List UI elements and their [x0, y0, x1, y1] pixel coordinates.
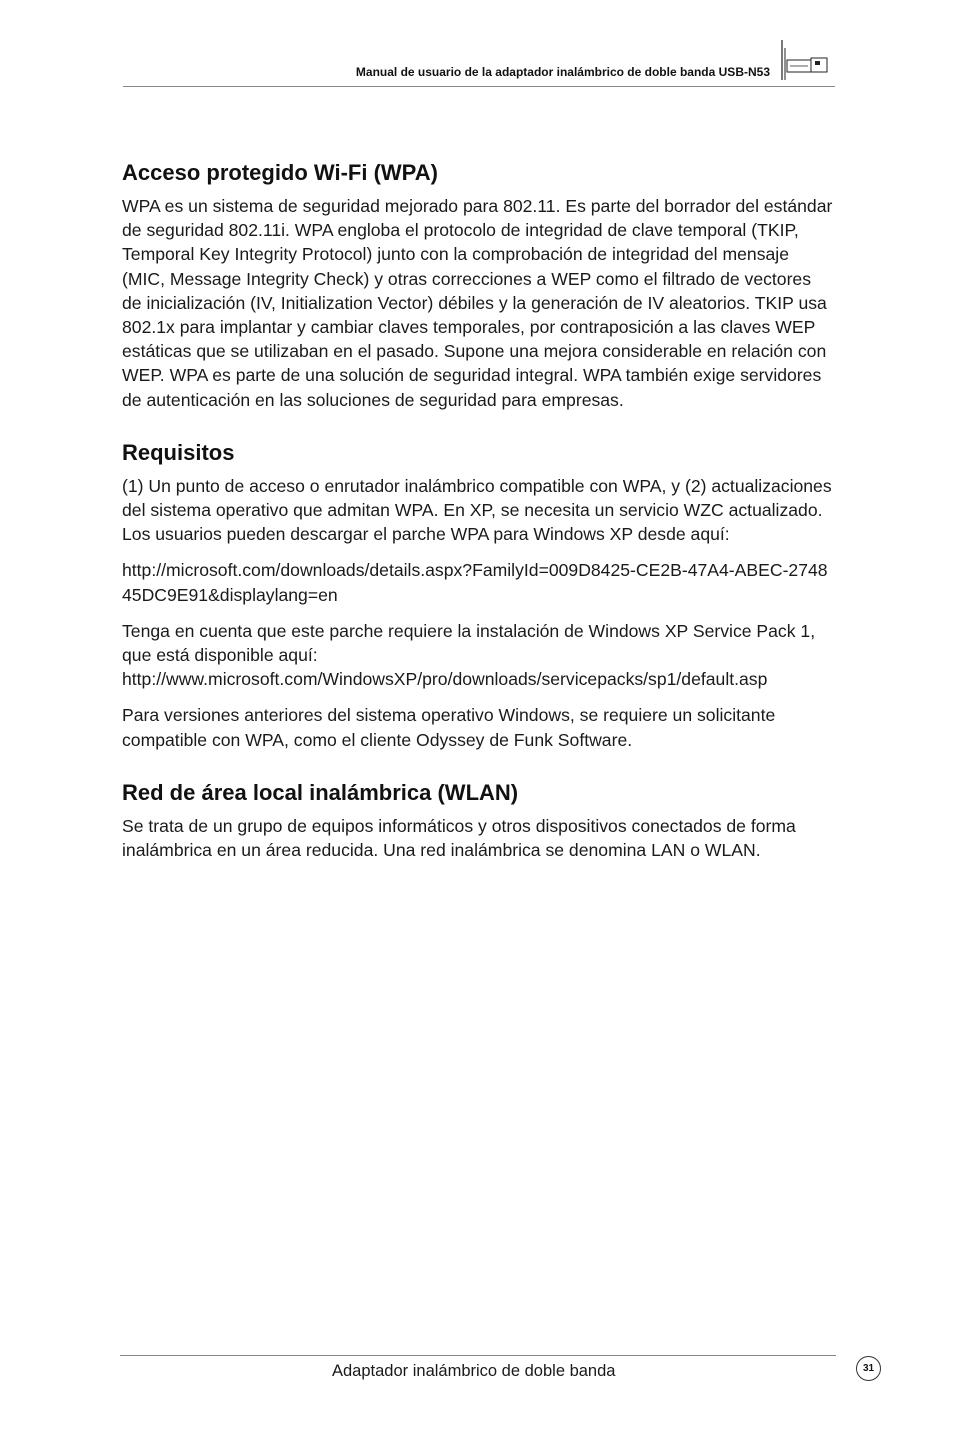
header-divider [123, 86, 835, 87]
download-url: http://microsoft.com/downloads/details.aspx?FamilyId=009D8425-CE2B-47A4-ABEC-274845DC9E91&displaylang=en [122, 560, 828, 605]
body-paragraph: Se trata de un grupo de equipos informáticos y otros dispositivos conectados de forma inalámbrica en un área reducida. Una red inalámbrica se denomina LAN o WLAN. [122, 815, 796, 861]
body-paragraph: WPA es un sistema de seguridad mejorado para 802.11. Es parte del borrador del estándar de seguridad 802.11i. WPA engloba el protocolo de integridad de clave temporal (TKIP, Temporal Key Integrity Protocol) junto con la comprobación de integridad del mensaje (MIC, Message Integrity Check) y otras correcciones a WEP como el filtrado de vectores de inicialización (IV, Initialization Vector) débiles y la generación de IV aleatorios. TKIP usa 802.1x para implantar y cambiar claves temporales, por contraposición a las claves WEP estáticas que se utilizaban en el pasado. Supone una mejora considerable en relación con WEP. WPA es parte de una solución de seguridad integral. WPA también exige servidores de autenticación en las soluciones de seguridad para empresas. [122, 196, 833, 410]
body-paragraph: (1) Un punto de acceso o enrutador inalámbrico compatible con WPA, y (2) actualizaciones del sistema operativo que admitan WPA. En XP, se necesita un servicio WZC actualizado. Los usuarios pueden descargar el parche WPA para Windows XP desde aquí: [122, 475, 832, 545]
footer-text: Adaptador inalámbrico de doble banda [332, 1362, 616, 1380]
page-number-badge: 31 [856, 1356, 881, 1381]
section-heading: Requisitos [122, 439, 235, 465]
footer-divider [120, 1355, 836, 1356]
header-title: Manual de usuario de la adaptador inalámbrico de doble banda USB-N53 [355, 65, 770, 79]
page-content [122, 158, 834, 862]
body-paragraph: Tenga en cuenta que este parche requiere la instalación de Windows XP Service Pack 1, que está disponible aquí: http://www.microsoft.com/WindowsXP/pro/downloads/servicepacks/sp1/default.asp [122, 620, 816, 690]
usb-adapter-icon [778, 38, 830, 84]
section-heading: Red de área local inalámbrica (WLAN) [122, 779, 519, 805]
section-wlan [122, 778, 834, 862]
section-requisitos [122, 438, 834, 752]
section-heading: Acceso protegido Wi-Fi (WPA) [122, 160, 438, 185]
body-paragraph: Para versiones anteriores del sistema operativo Windows, se requiere un solicitante compatible con WPA, como el cliente Odyssey de Funk Software. [122, 705, 776, 750]
section-wpa [122, 158, 834, 412]
